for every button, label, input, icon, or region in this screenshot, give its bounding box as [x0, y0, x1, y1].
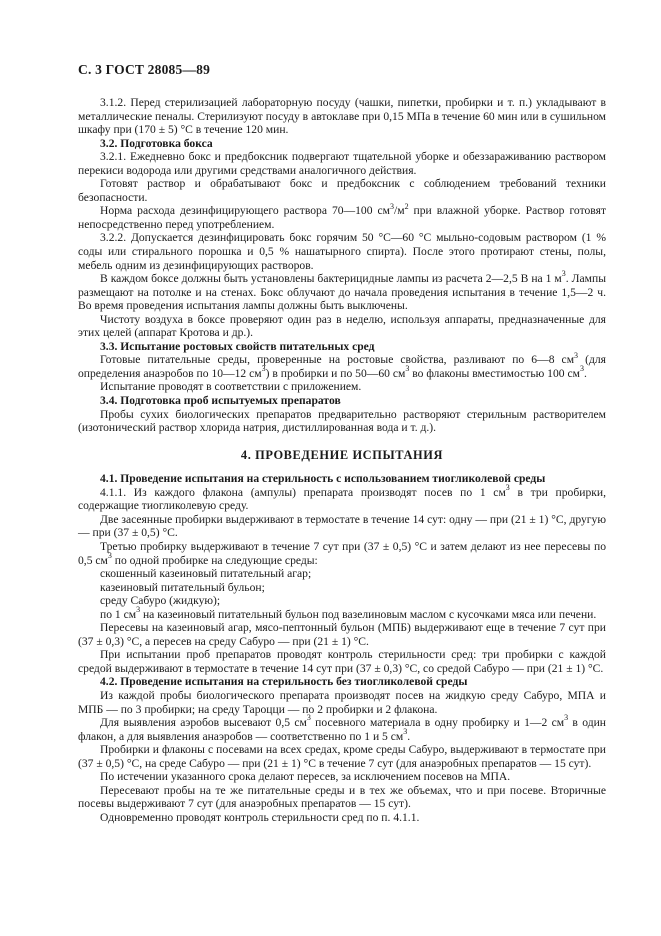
paragraph-norm	[78, 201, 607, 231]
section-4-title: 4. ПРОВЕДЕНИЕ ИСПЫТАНИЯ	[240, 447, 444, 462]
paragraph-tubes-flasks: Пробирки и флаконы с посевами на всех средах, кроме среды Сабуро, выдерживают в термостате при (37 ± 0,5) °С, на среде Сабуро — при (21 ± 1) °С в течение 7 сут (для анаэробных препаратов — 15 сут).	[78, 743, 606, 770]
paragraph-air: Чистоту воздуха в боксе проверяют один раз в неделю, используя аппараты, предназначенные для этих целей (аппарат Кротова и др.).	[78, 312, 606, 340]
text-span: .	[407, 729, 411, 743]
paragraph-3-2-2: 3.2.2. Допускается дезинфицировать бокс горячим 50 °С—60 °С мыльно-содовым раствором (1 % соды или стирального порошка и 0,5 % нашатырного спирта). После этого протирают стены, полы, мебель одним из дезинфицирующих растворов.	[78, 231, 606, 272]
superscript: 3	[403, 726, 408, 736]
paragraph-reseed: Пересевы на казеиновый агар, мясо-пептонный бульон (МПБ) выдерживают еще в течение 7 сут при (37 ± 0,3) °С, а пересев на среду Сабуро — при (21 ± 1) °С.	[78, 621, 606, 648]
text-span: в три пробирки, содержащие тиогликолевую среду.	[78, 485, 606, 513]
superscript: 3	[574, 350, 579, 360]
text-span: (для определения анаэробов по 10—12 см	[78, 353, 606, 380]
superscript: 3	[505, 482, 510, 492]
superscript: 3	[561, 269, 566, 279]
paragraph-samples: Пробы сухих биологических препаратов предварительно растворяют стерильным растворителем (изотонический раствор хлорида натрия, дистиллированная вода и т. д.).	[78, 407, 606, 435]
text-span: .	[583, 366, 587, 380]
superscript: 3	[261, 364, 266, 374]
text-span: 4.1.1. Из каждого флакона (ампулы) препарата производят посев по 1 см	[100, 485, 506, 499]
text-span: Для выявления аэробов высевают 0,5 см	[100, 716, 307, 730]
heading-3-3: 3.3. Испытание ростовых свойств питательных сред	[100, 339, 375, 353]
superscript: 3	[564, 713, 569, 723]
list-item: казеиновый питательный бульон;	[100, 580, 265, 594]
text-span: /м	[394, 204, 405, 218]
text-span: . Лампы размещают на потолке и на стенах. Бокс облучают до начала проведения испытания в течение 1,5—2 ч. Во время проведения испытания лампы должны быть выключены.	[78, 272, 606, 313]
text-span: Готовые питательные среды, проверенные на ростовые свойства, разливают по 6—8 см	[100, 353, 575, 367]
paragraph-media	[78, 350, 606, 380]
heading-3-2: 3.2. Подготовка бокса	[100, 136, 213, 150]
text-span: Норма расхода дезинфицирующего раствора 70—100 см	[100, 204, 390, 218]
text-span: по одной пробирке на следующие среды:	[111, 553, 318, 567]
superscript: 2	[404, 201, 409, 211]
paragraph-4-2-1: Из каждой пробы биологического препарата производят посев на жидкую среду Сабуро, МПА и МПБ — по 3 пробирки; на среду Тароцци — по 2 пробирки и 2 флакона.	[78, 688, 606, 716]
superscript: 3	[579, 364, 584, 374]
paragraph-3-1-2: 3.1.2. Перед стерилизацией лабораторную посуду (чашки, пипетки, пробирки и т. п.) укладывают в металлические пеналы. Стерилизуют посуду в автоклаве при 0,15 МПа в течение 60 мин или в сушильном шкафу при (170 ± 5) °С в течение 120 мин.	[78, 96, 606, 137]
text-span: на казеиновый питательный бульон под вазелиновым маслом с кусочками мяса или печени.	[140, 607, 597, 621]
paragraph-two-tubes: Две засеянные пробирки выдерживают в термостате в течение 14 сут: одну — при (21 ± 1) °С, другую — при (37 ± 0,5) °С.	[78, 512, 606, 540]
list-item: среду Сабуро (жидкую);	[100, 594, 221, 608]
text-span: по 1 см	[100, 607, 137, 621]
text-span: Третью пробирку выдерживают в течение 7 сут при (37 ± 0,5) °С и затем делают из нее пересевы по 0,5 см	[78, 539, 606, 567]
superscript: 3	[107, 550, 112, 560]
paragraph-4-1-1	[78, 482, 606, 513]
text-span: ) в пробирки и по 50—60 см	[265, 366, 406, 380]
paragraph-lamps	[78, 269, 606, 313]
list-item: скошенный казеиновый питательный агар;	[100, 567, 312, 581]
list-item	[78, 604, 606, 622]
paragraph-3-2-1: 3.2.1. Ежедневно бокс и предбоксник подвергают тщательной уборке и обеззараживанию раствором перекиси водорода или другими средствами аналогичного действия.	[78, 150, 606, 177]
heading-4-1: 4.1. Проведение испытания на стерильность с использованием тиогликолевой среды	[100, 472, 546, 486]
page-header: С. 3 ГОСТ 28085—89	[78, 62, 211, 77]
text-span: в один флакон, а для выявления анаэробов — соответственно по 1 и 5 см	[78, 716, 607, 743]
paragraph-third-tube	[78, 540, 606, 567]
text-span: посевного материала в одну пробирку и 1—2 см	[310, 716, 565, 730]
text-span: В каждом боксе должны быть установлены бактерицидные лампы из расчета 2—2,5 В на 1 м	[100, 272, 562, 286]
paragraph-reseed-2: Пересевают пробы на те же питательные среды и в тех же объемах, что и при посеве. Вторичные посевы выдерживают 7 сут (для анаэробных препаратов — 15 сут).	[78, 783, 606, 811]
text-span: во флаконы вместимостью 100 см	[409, 366, 580, 380]
paragraph-control: При испытании проб препаратов проводят контроль стерильности сред: три пробирки с каждой средой выдерживают в термостате в течение 14 сут при (37 ± 0,3) °С, со средой Сабуро — при (21 ± 1) °С.	[78, 648, 606, 675]
heading-3-4: 3.4. Подготовка проб испытуемых препаратов	[100, 394, 341, 408]
paragraph-aerobes	[78, 713, 607, 743]
paragraph-expiry: По истечении указанного срока делают пересев, за исключением посевов на МПА.	[100, 770, 511, 784]
paragraph-appendix: Испытание проводят в соответствии с приложением.	[100, 380, 362, 394]
heading-4-2: 4.2. Проведение испытания на стерильность без тиогликолевой среды	[100, 675, 468, 689]
text-span: при влажной уборке. Раствор готовят непосредственно перед употреблением.	[78, 204, 607, 231]
superscript: 3	[306, 713, 311, 723]
document-body	[78, 96, 606, 824]
superscript: 3	[405, 364, 410, 374]
paragraph-prepare-solution: Готовят раствор и обрабатывают бокс и предбоксник с соблюдением требований техники безопасности.	[78, 177, 606, 204]
paragraph-simultaneous: Одновременно проводят контроль стерильности сред по п. 4.1.1.	[100, 810, 420, 824]
superscript: 3	[390, 201, 394, 211]
superscript: 3	[136, 604, 141, 614]
